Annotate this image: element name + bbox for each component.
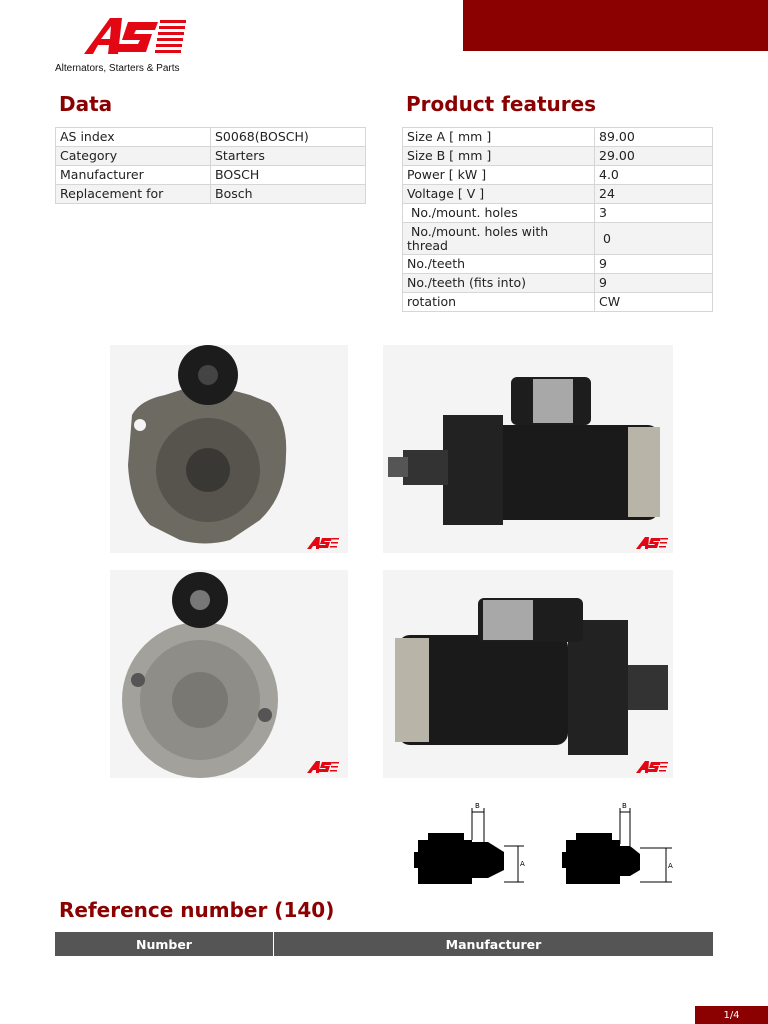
features-table — [402, 127, 713, 312]
reference-section-title: Reference number (140) — [59, 898, 335, 922]
table-row — [403, 255, 713, 274]
row-value: 29.00 — [595, 147, 713, 166]
dimension-diagram-2 — [560, 800, 680, 892]
row-value: Bosch — [211, 185, 366, 204]
features-section-title: Product features — [406, 92, 597, 116]
row-label: No./teeth — [403, 255, 595, 274]
as-logo-icon — [80, 14, 190, 60]
data-table — [55, 127, 366, 204]
row-value: S0068(BOSCH) — [211, 128, 366, 147]
table-row — [403, 128, 713, 147]
header-bar — [463, 0, 768, 51]
row-value: 24 — [595, 185, 713, 204]
column-header-number: Number — [55, 932, 274, 956]
row-value: BOSCH — [211, 166, 366, 185]
product-photo-side-2 — [383, 570, 673, 778]
as-watermark-icon — [636, 760, 668, 774]
row-label: No./teeth (fits into) — [403, 274, 595, 293]
row-value: 4.0 — [595, 166, 713, 185]
row-label: Manufacturer — [56, 166, 211, 185]
table-row — [56, 185, 366, 204]
row-value: 89.00 — [595, 128, 713, 147]
table-row — [403, 274, 713, 293]
row-value: 3 — [595, 204, 713, 223]
row-label: Voltage [ V ] — [403, 185, 595, 204]
table-row — [403, 204, 713, 223]
dim-label-b: B — [475, 802, 480, 810]
row-label: Category — [56, 147, 211, 166]
dimension-diagram-1 — [412, 800, 532, 892]
table-row — [403, 223, 713, 255]
dim-label-a: A — [668, 862, 673, 870]
page-indicator: 1/4 — [695, 1006, 768, 1024]
row-label: Replacement for — [56, 185, 211, 204]
table-row — [403, 185, 713, 204]
product-photo-rear — [110, 570, 348, 778]
row-label: Size B [ mm ] — [403, 147, 595, 166]
row-label: Power [ kW ] — [403, 166, 595, 185]
data-section-title: Data — [59, 92, 113, 116]
brand-logo — [55, 14, 215, 78]
row-label: Size A [ mm ] — [403, 128, 595, 147]
as-watermark-icon — [307, 536, 339, 550]
table-row — [403, 293, 713, 312]
row-value: 9 — [595, 274, 713, 293]
row-value: 9 — [595, 255, 713, 274]
row-label: rotation — [403, 293, 595, 312]
dim-label-a: A — [520, 860, 525, 868]
table-row — [403, 166, 713, 185]
table-row — [56, 147, 366, 166]
row-value: Starters — [211, 147, 366, 166]
column-header-manufacturer: Manufacturer — [445, 936, 542, 952]
product-photo-front — [110, 345, 348, 553]
row-value: CW — [595, 293, 713, 312]
product-photo-side-1 — [383, 345, 673, 553]
dim-label-b: B — [622, 802, 627, 810]
row-value: 0 — [595, 223, 713, 255]
table-row — [56, 128, 366, 147]
reference-table-header — [55, 932, 713, 956]
table-row — [403, 147, 713, 166]
as-watermark-icon — [636, 536, 668, 550]
as-watermark-icon — [307, 760, 339, 774]
row-label: No./mount. holes — [403, 204, 595, 223]
brand-tagline: Alternators, Starters & Parts — [55, 63, 180, 74]
table-row — [56, 166, 366, 185]
row-label: No./mount. holes with thread — [403, 223, 595, 255]
row-label: AS index — [56, 128, 211, 147]
